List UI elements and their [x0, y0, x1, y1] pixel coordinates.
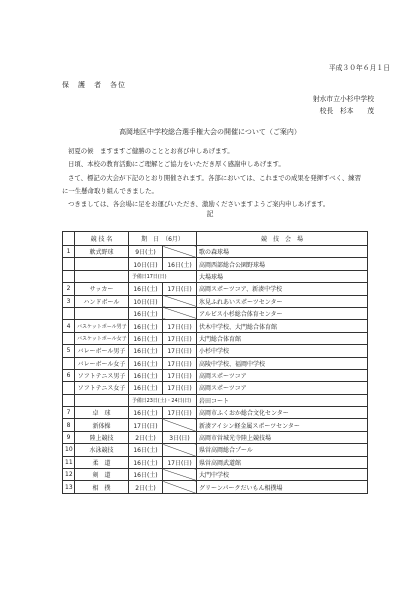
row-number: 10 [63, 444, 75, 456]
body-paragraph: さて、標記の大会が下記のとおり開催されます。各部においては、これまでの成果を発揮すべく、練習に一生懸命取り組んできました。 [62, 173, 362, 195]
table-row [63, 369, 368, 381]
event-name: バスケットボール男子 [75, 320, 129, 332]
table-row [63, 357, 368, 369]
table-row [63, 320, 368, 332]
date-1: 2日(土) [129, 431, 163, 443]
date-2: 16日(土) [163, 258, 197, 270]
schedule-rows [63, 246, 368, 494]
table-row [63, 283, 368, 295]
table-row [63, 431, 368, 443]
header-number [63, 232, 75, 246]
table-row [63, 246, 368, 258]
event-name: 水泳競技 [75, 444, 129, 456]
row-number [63, 332, 75, 344]
venue-name: 大場球場 [197, 270, 368, 282]
table-row [63, 419, 368, 431]
row-number [63, 382, 75, 394]
table-row [63, 345, 368, 357]
row-number: 5 [63, 345, 75, 357]
table-row [63, 444, 368, 456]
date-2: 17日(日) [163, 456, 197, 468]
event-name: ソフトテニス女子 [75, 382, 129, 394]
row-number: 3 [63, 295, 75, 307]
venue-name: 大門総合体育館 [197, 332, 368, 344]
date-1: 10日(日) [129, 295, 163, 307]
event-name: 卓 球 [75, 407, 129, 419]
date-1: 17日(日) [129, 419, 163, 431]
date-1: 10日(日) [129, 258, 163, 270]
row-number: 2 [63, 283, 75, 295]
venue-name: 高岡スポーツコア [197, 382, 368, 394]
body-paragraph: 初夏の候 ますますご健勝のこととお喜び申しあげます。 [68, 147, 234, 155]
date-1: 16日(土) [129, 283, 163, 295]
venue-name: 県営高岡総合プール [197, 444, 368, 456]
addressee: 保 護 者 各位 [62, 81, 126, 89]
row-number [63, 357, 75, 369]
sender-school: 射水市立小杉中学校 [312, 95, 374, 103]
date-1: 16日(土) [129, 444, 163, 456]
date-2 [163, 469, 197, 481]
date-1: 16日(土) [129, 320, 163, 332]
date-1: 16日(土) [129, 456, 163, 468]
date-2: 17日(日) [163, 369, 197, 381]
date-2: 17日(日) [163, 332, 197, 344]
venue-name: グリーンパークだいもん相撲場 [197, 481, 368, 493]
date-2 [163, 419, 197, 431]
header-period: 期 日 （6月） [129, 232, 197, 246]
venue-name: 伏木中学校、大門総合体育館 [197, 320, 368, 332]
table-row [63, 332, 368, 344]
table-row [63, 382, 368, 394]
row-number [63, 258, 75, 270]
schedule-table [62, 231, 368, 494]
venue-name: 歌の森球場 [197, 246, 368, 258]
document-title: 高岡地区中学校総合選手権大会の開催について（ご案内） [119, 128, 301, 136]
table-row [63, 456, 368, 468]
date-2 [163, 246, 197, 258]
header-venue: 競 技 会 場 [197, 232, 368, 246]
event-name: 新体操 [75, 419, 129, 431]
row-number: 4 [63, 320, 75, 332]
table-row [63, 469, 368, 481]
row-number: 6 [63, 369, 75, 381]
body-text [62, 145, 362, 211]
event-name: バスケットボール女子 [75, 332, 129, 344]
table-row [63, 270, 368, 282]
event-name [75, 307, 129, 319]
reserve-date: 予備日17日(日) [129, 270, 197, 282]
table-row [63, 407, 368, 419]
event-name [75, 258, 129, 270]
venue-name: 県営高岡武道館 [197, 456, 368, 468]
event-name: 軟式野球 [75, 246, 129, 258]
date-1: 16日(土) [129, 357, 163, 369]
table-header-row [63, 232, 368, 246]
date-1: 16日(土) [129, 307, 163, 319]
venue-name: 高陵中学校、福岡中学校 [197, 357, 368, 369]
date-2: 17日(日) [163, 320, 197, 332]
date-1: 16日(土) [129, 407, 163, 419]
date-1: 16日(土) [129, 469, 163, 481]
date-2 [163, 295, 197, 307]
date-2 [163, 481, 197, 493]
venue-name: 新湊アイシン軽金属スポーツセンター [197, 419, 368, 431]
date-2: 17日(日) [163, 382, 197, 394]
date-1: 16日(土) [129, 369, 163, 381]
table-row [63, 481, 368, 493]
venue-name: 小杉中学校 [197, 345, 368, 357]
event-name: 陸上競技 [75, 431, 129, 443]
event-name: ソフトテニス男子 [75, 369, 129, 381]
event-name: 柔 道 [75, 456, 129, 468]
date-1: 16日(土) [129, 345, 163, 357]
venue-name: 高岡スポーツコア、新湊中学校 [197, 283, 368, 295]
date-2: 3日(日) [163, 431, 197, 443]
event-name [75, 270, 129, 282]
table-row [63, 295, 368, 307]
venue-name: 氷見ふれあいスポーツセンター [197, 295, 368, 307]
row-number: 7 [63, 407, 75, 419]
row-number: 9 [63, 431, 75, 443]
venue-name: 岩田コート [197, 394, 368, 406]
row-number: 1 [63, 246, 75, 258]
event-name: 相 撲 [75, 481, 129, 493]
event-name: サッカー [75, 283, 129, 295]
event-name: 剣 道 [75, 469, 129, 481]
body-paragraph: つきましては、各会場に足をお運びいただき、激励くださいますようご案内申しあげます。 [68, 200, 330, 209]
header-event: 競 技 名 [75, 232, 129, 246]
venue-name: 高岡西部総合公園野球場 [197, 258, 368, 270]
event-name: ハンドボール [75, 295, 129, 307]
row-number: 8 [63, 419, 75, 431]
date-2 [163, 307, 197, 319]
event-name [75, 394, 129, 406]
table-row [63, 258, 368, 270]
row-number [63, 270, 75, 282]
document-date: 平成３０年６月１日 [328, 64, 390, 72]
table-row [63, 307, 368, 319]
date-2: 17日(日) [163, 283, 197, 295]
table-row [63, 394, 368, 406]
venue-name: 高岡市ふくおか総合文化センター [197, 407, 368, 419]
ki-heading: 記 [206, 210, 214, 218]
event-name: バレーボール女子 [75, 357, 129, 369]
date-1: 16日(土) [129, 332, 163, 344]
row-number: 12 [63, 469, 75, 481]
venue-name: 高岡スポーツコア [197, 369, 368, 381]
date-1: 9日(土) [129, 246, 163, 258]
venue-name: 高岡市営城光寺陸上競技場 [197, 431, 368, 443]
date-1: 2日(土) [129, 481, 163, 493]
event-name: バレーボール男子 [75, 345, 129, 357]
body-paragraph: 日頃、本校の教育活動にご理解とご協力をいただき厚く感謝申しあげます。 [68, 160, 285, 169]
row-number [63, 394, 75, 406]
date-2: 17日(日) [163, 345, 197, 357]
row-number [63, 307, 75, 319]
venue-name: アルビス小杉総合体育センター [197, 307, 368, 319]
date-2: 17日(日) [163, 357, 197, 369]
sender-principal: 校長 杉本 茂 [319, 107, 374, 115]
venue-name: 大門中学校 [197, 469, 368, 481]
reserve-date: 予備日23日(土)・24日(日) [129, 394, 197, 406]
row-number: 13 [63, 481, 75, 493]
date-2 [163, 444, 197, 456]
date-1: 16日(土) [129, 382, 163, 394]
date-2: 17日(日) [163, 407, 197, 419]
row-number: 11 [63, 456, 75, 468]
